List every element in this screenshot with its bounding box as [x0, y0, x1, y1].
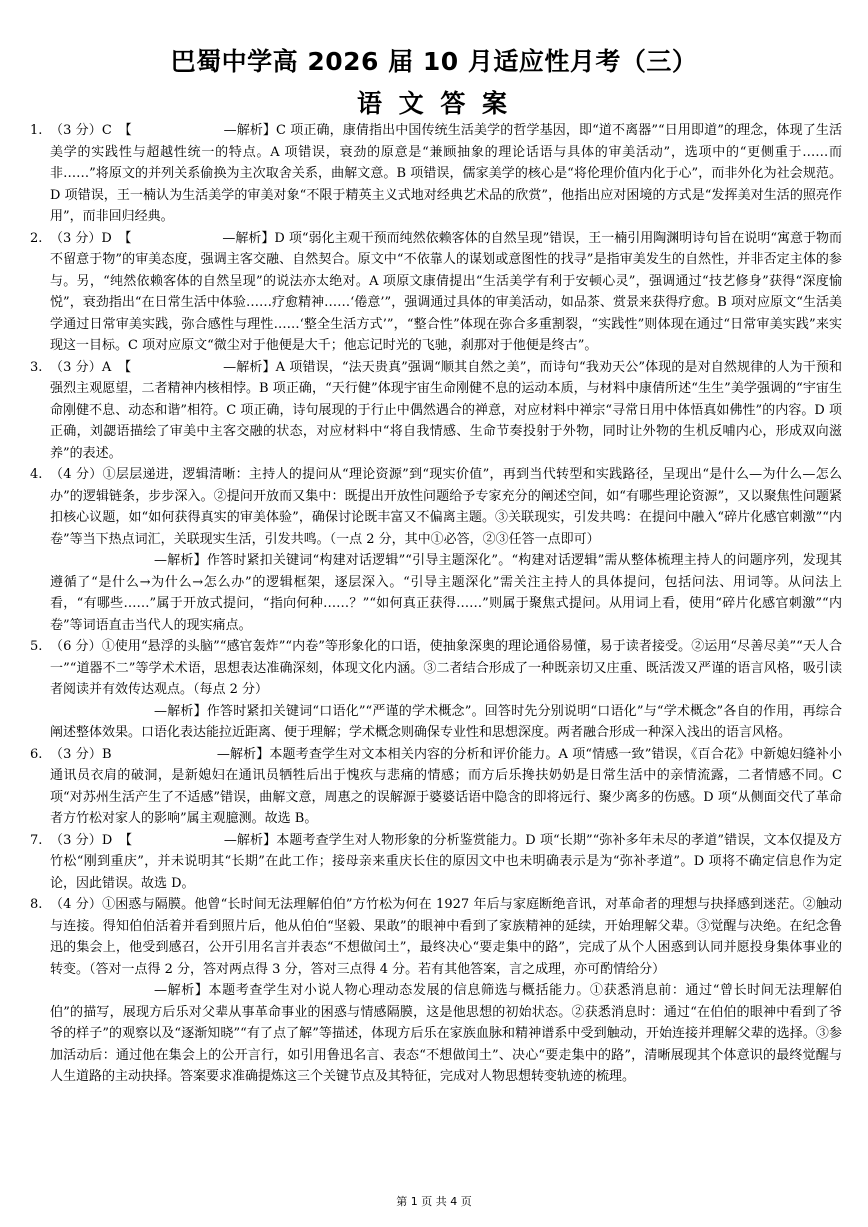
answer-text: （3 分）D 【 —解析】本题考查学生对人物形象的分析鉴赏能力。D 项“长期”“弥补多年未尽的孝道”错误，文本仅提及方竹松“刚到重庆”，并未说明其“长期”在此工作；接母亲来重庆长住的原因文中也未明确表示是为“弥补孝道”。D 项将不确定信息作为定论，因此错误。故选 D。	[50, 832, 842, 891]
question-number: 1.	[30, 123, 43, 138]
answer-text: （6 分）①使用“悬浮的头脑”“感官轰炸”“内卷”等形象化的口语，使抽象深奥的理论通俗易懂，易于读者接受。②运用“尽善尽美”“天人合一”“道器不二”等学术术语，思想表达准确深刻，体现文化内涵。③二者结合形成了一种既亲切又庄重、既活泼又严谨的语言风格，吸引读者阅读并有效传达观点。（每点 2 分）	[50, 639, 842, 697]
answer-item-5	[30, 636, 842, 701]
answer-text: （4 分）①困惑与隔膜。他曾“长时间无法理解伯伯”方竹松为何在 1927 年后与家庭断绝音讯，对革命者的理想与抉择感到迷茫。②触动与连接。得知伯伯活着并看到照片后，他从伯伯“坚毅、果敢”的眼神中看到了家族精神的延续，开始理解父辈。③觉醒与决绝。在纪念鲁迅的集会上，他受到感召，公开引用名言并表态“不想做闰土”，最终决心“要走集中的路”，完成了从个人困惑到认同并愿投身集体事业的转变。（答对一点得 2 分，答对两点得 3 分，答对三点得 4 分。若有其他答案，言之成理，亦可酌情给分）	[50, 897, 842, 977]
answer-body	[30, 120, 842, 1088]
analysis-8: —解析】本题考查学生对小说人物心理动态发展的信息筛选与概括能力。①获悉消息前：通过“曾长时间无法理解伯伯”的描写，展现方后乐对父辈从事革命事业的困惑与情感隔膜，这是他思想的初始状态。②获悉消息时：通过“在伯伯的眼神中看到了爷爷的样子”的观察以及“逐渐知晓”“有了点了解”等描述，体现方后乐在家族血脉和精神谱系中受到触动，开始连接并理解父辈的选择。③参加活动后：通过他在集会上的公开言行，如引用鲁迅名言、表态“不想做闰土”、决心“要走集中的路”，清晰展现其个体意识的最终觉醒与人生道路的主动抉择。答案要求准确提炼这三个关键节点及其特征，完成对人物思想转变轨迹的梳理。	[50, 983, 842, 1084]
question-number: 7.	[30, 832, 43, 848]
question-number: 3.	[30, 359, 43, 375]
question-number: 6.	[30, 746, 43, 762]
answer-item-2	[30, 228, 842, 357]
answer-item-1	[30, 120, 842, 228]
answer-item-4	[30, 464, 842, 550]
answer-item-7	[30, 830, 842, 895]
answer-text: （3 分）D 【 —解析】D 项“弱化主观干预而纯然依赖客体的自然呈现”错误，王一楠引用陶渊明诗句旨在说明“寓意于物而不留意于物”的审美态度，强调主客交融、自然契合。原文中“不依靠人的谋划或意图性的找寻”是指审美发生的自然性，并非否定主体的参与。另，“纯然依赖客体的自然呈现”的说法亦太绝对。A 项原文康倩提出“生活美学有利于安顿心灵”，强调通过“技艺修身”获得“深度愉悦”，衰劲指出“在日常生活中体验……疗愈精神……‘倦意’”，强调通过具体的审美活动，如品茶、赏景来获得疗愈。B 项对应原文“生活美学通过日常审美实践，弥合感性与理性……‘整全生活方式’”，“整合性”体现在弥合多重割裂，“实践性”则体现在通过“日常审美实践”来实现这一目标。C 项对应原文“微尘对于他便是大千；他忘记时光的飞驰，刹那对于他便是终古”。	[50, 230, 842, 353]
question-number: 5.	[30, 639, 43, 654]
answer-text: （3 分）C 【 —解析】C 项正确，康倩指出中国传统生活美学的哲学基因，即“道不离器”“日用即道”的理念，体现了生活美学的实践性与超越性统一的特点。A 项错误，衰劲的原意是“兼顾抽象的理论话语与具体的审美活动”，选项中的“更侧重于……而非……”将原文的并列关系偷换为主次取舍关系，曲解文意。B 项错误，儒家美学的核心是“将伦理价值内化于心”，而非外化为社会规范。D 项错误，王一楠认为生活美学的审美对象“不限于精英主义式地对经典艺术品的欣赏”，他指出应对困境的方式是“发挥美对生活的照亮作用”，而非回归经典。	[50, 123, 842, 224]
page-subtitle: 语 文 答 案	[356, 89, 512, 118]
answer-item-6	[30, 744, 842, 830]
answer-item-3	[30, 357, 842, 465]
question-number: 8.	[30, 897, 43, 912]
answer-text: （3 分）B —解析】本题考查学生对文本相关内容的分析和评价能力。A 项“情感一致”错误，《百合花》中新媳妇缝补小通讯员衣肩的破洞，是新媳妇在通讯员牺牲后出于愧疚与悲痛的情感；而方后乐搀扶奶奶是日常生活中的亲情流露，二者情感不同。C 项“对苏州生活产生了不适感”错误，曲解文意，周惠之的误解源于婆婆话语中隐含的即将远行、聚少离多的伤感。D 项“从侧面交代了革命者方竹松对家人的影响”属主观臆测。故选 B。	[50, 746, 842, 826]
question-number: 2.	[30, 230, 43, 246]
analysis-5: —解析】作答时紧扣关键词“口语化”“严谨的学术概念”。回答时先分别说明“口语化”与“学术概念”各自的作用，再综合阐述整体效果。口语化表达能拉近距离、便于理解；学术概念则确保专业性和思想深度。两者融合形成一种深入浅出的语言风格。	[50, 703, 842, 740]
answer-text: （4 分）①层层递进，逻辑清晰：主持人的提问从“理论资源”到“现实价值”，再到当代转型和实践路径，呈现出“是什么—为什么—怎么办”的逻辑链条，步步深入。②提问开放而又集中：既提出开放性问题给予专家充分的阐述空间，如“有哪些理论资源”，又以聚焦性问题紧扣核心议题，如“如何获得真实的审美体验”，确保讨论既丰富又不偏离主题。③关联现实，引发共鸣：在提问中融入“碎片化感官刺激”“内卷”等当下热点词汇，关联现实生活，引发共鸣。（一点 2 分，其中①必答，②③任答一点即可）	[50, 467, 842, 547]
question-number: 4.	[30, 467, 43, 482]
answer-text: （3 分）A 【 —解析】A 项错误，“法天贵真”强调“顺其自然之美”，而诗句“我劝天公”体现的是对自然规律的人为干预和强烈主观愿望，二者精神内核相悖。B 项正确，“天行健”体现宇宙生命刚健不息的运动本质，与材料中康倩所述“生生”美学强调的“宇宙生命刚健不息、动态和谐”相符。C 项正确，诗句展现的于行止中偶然遇合的禅意，对应材料中禅宗“寻常日用中体悟真如佛性”的内容。D 项正确，刘勰语描绘了审美中主客交融的状态，对应材料中“将自我情感、生命节奏投射于外物，同时让外物的生机反哺内心，形成双向滋养”的表述。	[50, 359, 842, 461]
analysis-4: —解析】作答时紧扣关键词“构建对话逻辑”“引导主题深化”。“构建对话逻辑”需从整体梳理主持人的问题序列，发现其遵循了“是什么→为什么→怎么办”的逻辑框架，逐层深入。“引导主题深化”需关注主持人的具体提问，包括问法、用词等。从问法上看，“有哪些……”属于开放式提问，“指向何种……？”“如何真正获得……”则属于聚焦式提问。从用词上看，使用“碎片化感官刺激”“内卷”等词语直击当代人的现实痛点。	[50, 553, 842, 633]
answer-item-8	[30, 894, 842, 980]
page-title: 巴蜀中学高 2026 届 10 月适应性月考（三）	[170, 47, 698, 76]
page-footer: 第 1 页 共 4 页	[396, 1195, 472, 1208]
